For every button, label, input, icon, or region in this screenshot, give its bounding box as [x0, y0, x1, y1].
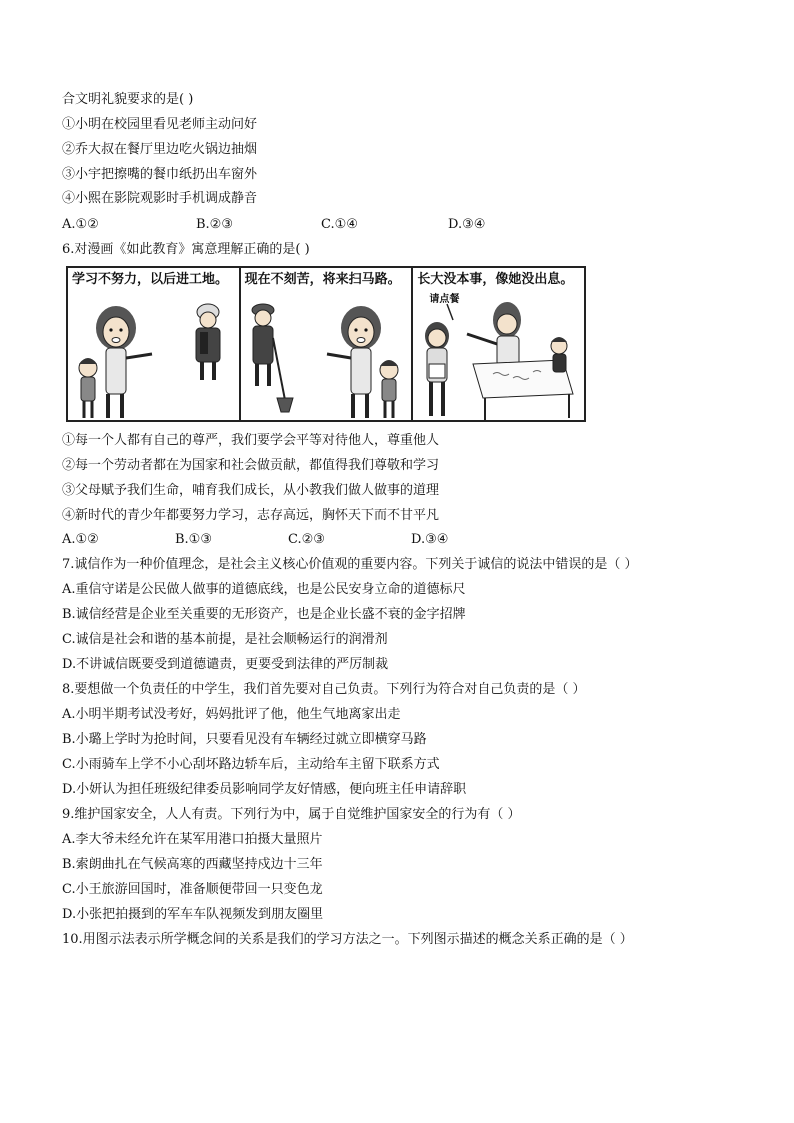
q5-option-c: C.①④	[321, 217, 358, 232]
q5-option-d: D.③④	[448, 217, 486, 232]
q10-stem: 10.用图示法表示所学概念间的关系是我们的学习方法之一。下列图示描述的概念关系正确的是（ ）	[62, 932, 633, 947]
q7-stem: 7.诚信作为一种价值理念，是社会主义核心价值观的重要内容。下列关于诚信的说法中错误的是（ ）	[62, 557, 638, 572]
comic-panel-2	[241, 268, 414, 420]
waitress-mother-child-illustration	[413, 290, 583, 420]
mother-child-sweeper-illustration	[241, 290, 411, 420]
q6-item-4: ④新时代的青少年都要努力学习，志存高远，胸怀天下而不甘平凡	[62, 508, 440, 523]
comic-panel-3	[413, 268, 584, 420]
comic-panel-2-caption: 现在不刻苦，将来扫马路。	[244, 272, 401, 287]
q8-stem: 8.要想做一个负责任的中学生，我们首先要对自己负责。下列行为符合对自己负责的是（ ）	[62, 682, 586, 697]
q9-choice-d: D.小张把拍摄到的军车车队视频发到朋友圈里	[62, 907, 324, 922]
q7-choice-d: D.不讲诚信既要受到道德谴责，更要受到法律的严厉制裁	[62, 657, 389, 672]
q9-stem: 9.维护国家安全，人人有责。下列行为中，属于自觉维护国家安全的行为有（ ）	[62, 807, 521, 822]
q6-stem: 6.对漫画《如此教育》寓意理解正确的是( )	[62, 242, 310, 257]
q5-item-3: ③小宇把擦嘴的餐巾纸扔出车窗外	[62, 167, 258, 182]
q8-choice-a: A.小明半期考试没考好，妈妈批评了他，他生气地离家出走	[62, 707, 401, 722]
q6-option-c: C.②③	[288, 532, 325, 547]
q9-choice-c: C.小王旅游回国时，准备顺便带回一只变色龙	[62, 882, 323, 897]
q8-choice-c: C.小雨骑车上学不小心刮坏路边轿车后，主动给车主留下联系方式	[62, 757, 440, 772]
q6-item-1: ①每一个人都有自己的尊严，我们要学会平等对待他人，尊重他人	[62, 433, 440, 448]
q7-choice-c: C.诚信是社会和谐的基本前提，是社会顺畅运行的润滑剂	[62, 632, 388, 647]
comic-panel-1	[68, 268, 241, 420]
q5-item-4: ④小熙在影院观影时手机调成静音	[62, 191, 258, 206]
q7-choice-a: A.重信守诺是公民做人做事的道德底线，也是公民安身立命的道德标尺	[62, 582, 466, 597]
comic-panel-1-caption: 学习不努力，以后进工地。	[72, 272, 229, 287]
q7-choice-b: B.诚信经营是企业至关重要的无形资产，也是企业长盛不衰的金字招牌	[62, 607, 466, 622]
order-sign-text: 请点餐	[429, 294, 460, 305]
q6-option-d: D.③④	[411, 532, 449, 547]
q9-choice-b: B.索朗曲扎在气候高寒的西藏坚持戍边十三年	[62, 857, 323, 872]
mother-child-worker-illustration	[68, 290, 238, 420]
q6-item-3: ③父母赋予我们生命，哺育我们成长，从小教我们做人做事的道理	[62, 483, 440, 498]
q8-choice-b: B.小璐上学时为抢时间，只要看见没有车辆经过就立即横穿马路	[62, 732, 427, 747]
q5-stem-tail: 合文明礼貌要求的是( )	[62, 92, 194, 107]
q8-choice-d: D.小妍认为担任班级纪律委员影响同学友好情感，便向班主任申请辞职	[62, 782, 467, 797]
comic-strip	[66, 266, 586, 422]
q9-choice-a: A.李大爷未经允许在某军用港口拍摄大量照片	[62, 832, 323, 847]
q5-item-1: ①小明在校园里看见老师主动问好	[62, 117, 258, 132]
q6-option-a: A.①②	[62, 532, 99, 547]
comic-panel-3-caption: 长大没本事，像她没出息。	[417, 272, 574, 287]
q6-item-2: ②每一个劳动者都在为国家和社会做贡献，都值得我们尊敬和学习	[62, 458, 440, 473]
q6-option-b: B.①③	[175, 532, 212, 547]
q5-option-a: A.①②	[62, 217, 99, 232]
q5-option-b: B.②③	[196, 217, 233, 232]
q5-item-2: ②乔大叔在餐厅里边吃火锅边抽烟	[62, 142, 258, 157]
